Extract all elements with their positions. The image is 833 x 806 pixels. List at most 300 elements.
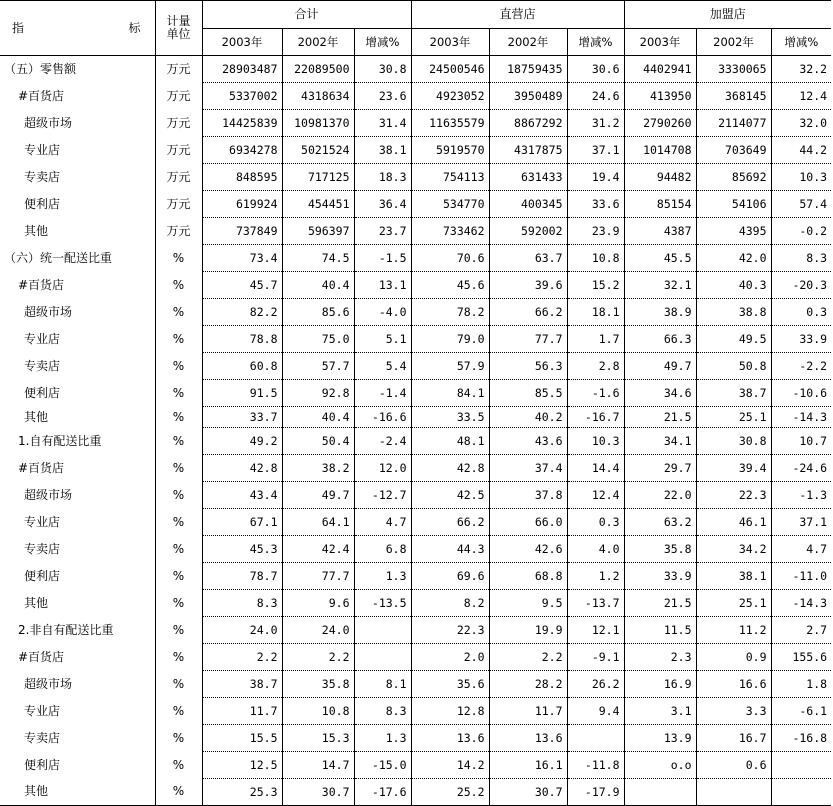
cell-total-change: -17.6 (354, 779, 411, 806)
cell-franchise-change: -1.3 (771, 482, 831, 509)
cell-total-2002: 454451 (282, 191, 354, 218)
cell-total-change: 36.4 (354, 191, 411, 218)
row-unit: % (155, 698, 202, 725)
cell-franchise-2002 (696, 779, 771, 806)
cell-direct-2002: 19.9 (489, 617, 567, 644)
cell-direct-2003: 22.3 (411, 617, 489, 644)
table-row (0, 455, 831, 482)
cell-direct-change: 10.3 (567, 428, 624, 455)
cell-franchise-2002: 39.4 (696, 455, 771, 482)
cell-franchise-change: 44.2 (771, 137, 831, 164)
cell-total-2002: 10.8 (282, 698, 354, 725)
cell-total-change: -4.0 (354, 299, 411, 326)
cell-franchise-2002: 40.3 (696, 272, 771, 299)
cell-franchise-2002: 16.7 (696, 725, 771, 752)
cell-direct-change: 4.0 (567, 536, 624, 563)
cell-franchise-change (771, 779, 831, 806)
row-unit: % (155, 644, 202, 671)
subheader-direct-2003: 2003年 (411, 29, 489, 56)
cell-total-2002: 74.5 (282, 245, 354, 272)
table-row (0, 482, 831, 509)
row-indicator-name: 超级市场 (0, 299, 155, 326)
cell-direct-change: 9.4 (567, 698, 624, 725)
cell-direct-2002: 28.2 (489, 671, 567, 698)
row-unit: 万元 (155, 164, 202, 191)
cell-total-change (354, 644, 411, 671)
row-unit: 万元 (155, 191, 202, 218)
table-row (0, 110, 831, 137)
cell-franchise-2003: 4387 (624, 218, 696, 245)
table-row (0, 56, 831, 83)
cell-direct-2002: 4317875 (489, 137, 567, 164)
cell-franchise-2002: 0.9 (696, 644, 771, 671)
indicator-header-left: 指 (12, 20, 25, 35)
cell-total-2003: 2.2 (202, 644, 282, 671)
cell-direct-2003: 14.2 (411, 752, 489, 779)
table-row (0, 137, 831, 164)
cell-franchise-2002: 22.3 (696, 482, 771, 509)
cell-franchise-change: -0.2 (771, 218, 831, 245)
cell-franchise-2003: 29.7 (624, 455, 696, 482)
cell-franchise-change: 33.9 (771, 326, 831, 353)
table-row (0, 326, 831, 353)
table-row (0, 509, 831, 536)
cell-franchise-2002: 34.2 (696, 536, 771, 563)
cell-direct-2002: 631433 (489, 164, 567, 191)
cell-direct-change: 31.2 (567, 110, 624, 137)
table-row (0, 563, 831, 590)
cell-total-2003: 73.4 (202, 245, 282, 272)
row-indicator-name: 其他 (0, 218, 155, 245)
cell-direct-2002: 592002 (489, 218, 567, 245)
cell-franchise-2003: 63.2 (624, 509, 696, 536)
cell-total-2002: 596397 (282, 218, 354, 245)
indicator-header-cell (0, 1, 155, 56)
subheader-franchise-change: 增减% (771, 29, 831, 56)
group-header-total: 合计 (202, 1, 411, 29)
cell-direct-change: -16.7 (567, 407, 624, 428)
cell-franchise-2003: 11.5 (624, 617, 696, 644)
subheader-direct-change: 增减% (567, 29, 624, 56)
table-row (0, 779, 831, 806)
table-row (0, 245, 831, 272)
row-indicator-name: 1.自有配送比重 (0, 428, 155, 455)
row-unit: % (155, 455, 202, 482)
row-indicator-name: 便利店 (0, 752, 155, 779)
row-unit: % (155, 482, 202, 509)
table-row (0, 428, 831, 455)
cell-total-2003: 49.2 (202, 428, 282, 455)
table-row (0, 272, 831, 299)
row-unit: % (155, 725, 202, 752)
row-unit: % (155, 272, 202, 299)
cell-total-change: -2.4 (354, 428, 411, 455)
cell-total-change: 13.1 (354, 272, 411, 299)
cell-franchise-change: -2.2 (771, 353, 831, 380)
cell-total-2002: 42.4 (282, 536, 354, 563)
cell-direct-change: 19.4 (567, 164, 624, 191)
cell-direct-change: 10.8 (567, 245, 624, 272)
cell-direct-2003: 534770 (411, 191, 489, 218)
cell-total-change: 6.8 (354, 536, 411, 563)
cell-total-2003: 6934278 (202, 137, 282, 164)
cell-total-change: 23.6 (354, 83, 411, 110)
row-unit: 万元 (155, 218, 202, 245)
cell-franchise-change: 10.7 (771, 428, 831, 455)
cell-franchise-2003: 35.8 (624, 536, 696, 563)
cell-direct-2003: 25.2 (411, 779, 489, 806)
row-unit: 万元 (155, 137, 202, 164)
indicator-header-right: 标 (128, 20, 141, 35)
cell-direct-2003: 8.2 (411, 590, 489, 617)
cell-franchise-change: 2.7 (771, 617, 831, 644)
cell-direct-2002: 68.8 (489, 563, 567, 590)
cell-total-2002: 2.2 (282, 644, 354, 671)
cell-total-2002: 22089500 (282, 56, 354, 83)
cell-direct-2003: 48.1 (411, 428, 489, 455)
cell-direct-2002: 18759435 (489, 56, 567, 83)
cell-franchise-2002: 25.1 (696, 407, 771, 428)
row-indicator-name: 其他 (0, 779, 155, 806)
cell-franchise-2002: 3330065 (696, 56, 771, 83)
cell-franchise-2002: 703649 (696, 137, 771, 164)
cell-total-change: -1.5 (354, 245, 411, 272)
cell-total-2002: 64.1 (282, 509, 354, 536)
cell-direct-2002: 37.8 (489, 482, 567, 509)
cell-total-2003: 45.3 (202, 536, 282, 563)
cell-franchise-2003: 22.0 (624, 482, 696, 509)
cell-direct-2002: 66.2 (489, 299, 567, 326)
cell-franchise-2002: 3.3 (696, 698, 771, 725)
row-unit: % (155, 299, 202, 326)
cell-franchise-2003: 3.1 (624, 698, 696, 725)
cell-franchise-change: -11.0 (771, 563, 831, 590)
cell-total-2003: 28903487 (202, 56, 282, 83)
cell-direct-change: 14.4 (567, 455, 624, 482)
cell-franchise-2003: 45.5 (624, 245, 696, 272)
row-indicator-name: #百货店 (0, 455, 155, 482)
cell-franchise-change: -6.1 (771, 698, 831, 725)
cell-total-change: -12.7 (354, 482, 411, 509)
cell-direct-change: 12.4 (567, 482, 624, 509)
cell-direct-2002: 11.7 (489, 698, 567, 725)
cell-direct-change: 23.9 (567, 218, 624, 245)
cell-total-2002: 57.7 (282, 353, 354, 380)
cell-direct-2003: 42.8 (411, 455, 489, 482)
cell-total-2002: 4318634 (282, 83, 354, 110)
cell-total-2003: 737849 (202, 218, 282, 245)
cell-franchise-change: 37.1 (771, 509, 831, 536)
cell-total-2002: 9.6 (282, 590, 354, 617)
cell-direct-change: 37.1 (567, 137, 624, 164)
row-indicator-name: 其他 (0, 407, 155, 428)
row-unit: % (155, 536, 202, 563)
cell-franchise-2003: 33.9 (624, 563, 696, 590)
cell-franchise-2002: 0.6 (696, 752, 771, 779)
row-indicator-name: 2.非自有配送比重 (0, 617, 155, 644)
row-unit: % (155, 353, 202, 380)
cell-franchise-2003: 49.7 (624, 353, 696, 380)
cell-direct-change: -13.7 (567, 590, 624, 617)
cell-total-2003: 15.5 (202, 725, 282, 752)
cell-franchise-2002: 38.8 (696, 299, 771, 326)
table-row (0, 164, 831, 191)
cell-franchise-2002: 46.1 (696, 509, 771, 536)
cell-direct-2002: 2.2 (489, 644, 567, 671)
row-unit: % (155, 407, 202, 428)
cell-direct-2003: 69.6 (411, 563, 489, 590)
group-header-franchise: 加盟店 (624, 1, 831, 29)
unit-header-line2: 单位 (166, 27, 191, 41)
cell-total-2003: 45.7 (202, 272, 282, 299)
cell-franchise-2002: 54106 (696, 191, 771, 218)
cell-direct-2002: 63.7 (489, 245, 567, 272)
subheader-total-2003: 2003年 (202, 29, 282, 56)
table-row (0, 752, 831, 779)
cell-direct-2002: 77.7 (489, 326, 567, 353)
cell-total-2003: 5337002 (202, 83, 282, 110)
cell-franchise-change: 0.3 (771, 299, 831, 326)
cell-direct-change: 0.3 (567, 509, 624, 536)
cell-total-2003: 11.7 (202, 698, 282, 725)
subheader-total-change: 增减% (354, 29, 411, 56)
cell-direct-change: -1.6 (567, 380, 624, 407)
cell-direct-2002: 13.6 (489, 725, 567, 752)
cell-direct-2003: 45.6 (411, 272, 489, 299)
cell-franchise-2003: 2790260 (624, 110, 696, 137)
cell-direct-2003: 79.0 (411, 326, 489, 353)
row-indicator-name: 便利店 (0, 563, 155, 590)
row-unit: 万元 (155, 83, 202, 110)
cell-total-change (354, 617, 411, 644)
row-indicator-name: #百货店 (0, 83, 155, 110)
cell-total-2003: 12.5 (202, 752, 282, 779)
cell-direct-2003: 4923052 (411, 83, 489, 110)
cell-franchise-2003: 32.1 (624, 272, 696, 299)
row-unit: % (155, 563, 202, 590)
table-row (0, 380, 831, 407)
row-indicator-name: 专卖店 (0, 725, 155, 752)
cell-direct-2002: 42.6 (489, 536, 567, 563)
row-indicator-name: 便利店 (0, 380, 155, 407)
cell-direct-change: 24.6 (567, 83, 624, 110)
cell-direct-2003: 24500546 (411, 56, 489, 83)
cell-total-2002: 77.7 (282, 563, 354, 590)
row-indicator-name: 专卖店 (0, 536, 155, 563)
cell-franchise-2002: 38.1 (696, 563, 771, 590)
cell-total-2003: 60.8 (202, 353, 282, 380)
table-row (0, 725, 831, 752)
cell-total-change: 1.3 (354, 563, 411, 590)
cell-total-change: 8.1 (354, 671, 411, 698)
cell-total-2003: 8.3 (202, 590, 282, 617)
cell-franchise-2003: 34.6 (624, 380, 696, 407)
table-row (0, 299, 831, 326)
cell-direct-2003: 2.0 (411, 644, 489, 671)
cell-direct-change: 33.6 (567, 191, 624, 218)
cell-total-2002: 50.4 (282, 428, 354, 455)
cell-franchise-2003: 21.5 (624, 407, 696, 428)
cell-total-change: -1.4 (354, 380, 411, 407)
unit-header-line1: 计量 (166, 14, 191, 28)
cell-franchise-change: -10.6 (771, 380, 831, 407)
row-unit: % (155, 779, 202, 806)
cell-direct-2002: 56.3 (489, 353, 567, 380)
cell-direct-change: 12.1 (567, 617, 624, 644)
table-row (0, 698, 831, 725)
cell-total-2003: 42.8 (202, 455, 282, 482)
table-row (0, 617, 831, 644)
cell-direct-2003: 42.5 (411, 482, 489, 509)
cell-total-change: 1.3 (354, 725, 411, 752)
cell-direct-change: 18.1 (567, 299, 624, 326)
group-header-direct: 直营店 (411, 1, 624, 29)
row-unit: % (155, 326, 202, 353)
cell-franchise-2002: 16.6 (696, 671, 771, 698)
row-indicator-name: #百货店 (0, 644, 155, 671)
cell-direct-change: -9.1 (567, 644, 624, 671)
row-indicator-name: 便利店 (0, 191, 155, 218)
cell-direct-change: 30.6 (567, 56, 624, 83)
cell-total-2002: 85.6 (282, 299, 354, 326)
row-unit: % (155, 245, 202, 272)
cell-total-2002: 38.2 (282, 455, 354, 482)
cell-total-change: -16.6 (354, 407, 411, 428)
cell-direct-change: 2.8 (567, 353, 624, 380)
row-indicator-name: #百货店 (0, 272, 155, 299)
cell-direct-change: 1.2 (567, 563, 624, 590)
cell-franchise-2003: 94482 (624, 164, 696, 191)
cell-total-change: 30.8 (354, 56, 411, 83)
cell-direct-change: 26.2 (567, 671, 624, 698)
table-row (0, 83, 831, 110)
row-indicator-name: 专业店 (0, 698, 155, 725)
cell-franchise-2002: 4395 (696, 218, 771, 245)
cell-direct-2002: 400345 (489, 191, 567, 218)
cell-total-2003: 38.7 (202, 671, 282, 698)
cell-total-2002: 49.7 (282, 482, 354, 509)
row-unit: % (155, 428, 202, 455)
cell-total-2002: 35.8 (282, 671, 354, 698)
subheader-franchise-2003: 2003年 (624, 29, 696, 56)
cell-franchise-2003: 38.9 (624, 299, 696, 326)
cell-direct-2002: 43.6 (489, 428, 567, 455)
cell-franchise-change (771, 752, 831, 779)
table-row (0, 191, 831, 218)
cell-direct-2002: 30.7 (489, 779, 567, 806)
cell-franchise-2003: 66.3 (624, 326, 696, 353)
cell-franchise-2003 (624, 779, 696, 806)
cell-franchise-2002: 38.7 (696, 380, 771, 407)
cell-direct-2003: 754113 (411, 164, 489, 191)
cell-franchise-2002: 2114077 (696, 110, 771, 137)
cell-total-2003: 619924 (202, 191, 282, 218)
cell-total-change: -15.0 (354, 752, 411, 779)
cell-franchise-2003: 2.3 (624, 644, 696, 671)
cell-direct-2003: 5919570 (411, 137, 489, 164)
cell-total-2003: 67.1 (202, 509, 282, 536)
cell-total-2003: 78.8 (202, 326, 282, 353)
cell-franchise-change: 1.8 (771, 671, 831, 698)
table-body (0, 56, 831, 806)
cell-franchise-2003: 85154 (624, 191, 696, 218)
cell-franchise-change: -20.3 (771, 272, 831, 299)
row-indicator-name: 超级市场 (0, 671, 155, 698)
cell-direct-2003: 33.5 (411, 407, 489, 428)
cell-franchise-2003: 16.9 (624, 671, 696, 698)
subheader-direct-2002: 2002年 (489, 29, 567, 56)
table-row (0, 644, 831, 671)
cell-direct-change: 15.2 (567, 272, 624, 299)
cell-direct-change: -17.9 (567, 779, 624, 806)
cell-total-change: 5.1 (354, 326, 411, 353)
cell-franchise-2002: 42.0 (696, 245, 771, 272)
row-indicator-name: 其他 (0, 590, 155, 617)
cell-total-change: 5.4 (354, 353, 411, 380)
cell-total-change: 12.0 (354, 455, 411, 482)
cell-franchise-change: 8.3 (771, 245, 831, 272)
subheader-total-2002: 2002年 (282, 29, 354, 56)
cell-total-2002: 75.0 (282, 326, 354, 353)
cell-franchise-change: 4.7 (771, 536, 831, 563)
cell-direct-2002: 37.4 (489, 455, 567, 482)
cell-total-change: 23.7 (354, 218, 411, 245)
table-row (0, 590, 831, 617)
cell-direct-2002: 9.5 (489, 590, 567, 617)
cell-total-2002: 92.8 (282, 380, 354, 407)
cell-franchise-2002: 50.8 (696, 353, 771, 380)
cell-franchise-2002: 85692 (696, 164, 771, 191)
cell-total-2003: 24.0 (202, 617, 282, 644)
cell-franchise-2003: 13.9 (624, 725, 696, 752)
subheader-franchise-2002: 2002年 (696, 29, 771, 56)
cell-direct-2003: 11635579 (411, 110, 489, 137)
cell-direct-2003: 44.3 (411, 536, 489, 563)
cell-franchise-2003: 34.1 (624, 428, 696, 455)
cell-total-2003: 33.7 (202, 407, 282, 428)
cell-franchise-2003: o.o (624, 752, 696, 779)
cell-total-2003: 78.7 (202, 563, 282, 590)
cell-total-2002: 15.3 (282, 725, 354, 752)
cell-direct-2002: 85.5 (489, 380, 567, 407)
cell-franchise-change: -16.8 (771, 725, 831, 752)
row-indicator-name: （五）零售额 (0, 56, 155, 83)
cell-total-change: 8.3 (354, 698, 411, 725)
row-indicator-name: 超级市场 (0, 110, 155, 137)
cell-total-2002: 5021524 (282, 137, 354, 164)
cell-direct-2002: 3950489 (489, 83, 567, 110)
cell-direct-change: 1.7 (567, 326, 624, 353)
row-unit: 万元 (155, 56, 202, 83)
cell-total-2003: 848595 (202, 164, 282, 191)
cell-franchise-change: 12.4 (771, 83, 831, 110)
cell-total-2002: 40.4 (282, 407, 354, 428)
cell-franchise-change: -14.3 (771, 407, 831, 428)
table-row (0, 407, 831, 428)
row-indicator-name: 超级市场 (0, 482, 155, 509)
cell-franchise-change: -24.6 (771, 455, 831, 482)
cell-total-2003: 25.3 (202, 779, 282, 806)
cell-direct-2002: 39.6 (489, 272, 567, 299)
cell-direct-2002: 8867292 (489, 110, 567, 137)
cell-franchise-change: 10.3 (771, 164, 831, 191)
row-indicator-name: 专卖店 (0, 353, 155, 380)
cell-total-2002: 30.7 (282, 779, 354, 806)
row-indicator-name: 专业店 (0, 326, 155, 353)
cell-franchise-2003: 21.5 (624, 590, 696, 617)
cell-direct-2003: 84.1 (411, 380, 489, 407)
row-unit: % (155, 509, 202, 536)
